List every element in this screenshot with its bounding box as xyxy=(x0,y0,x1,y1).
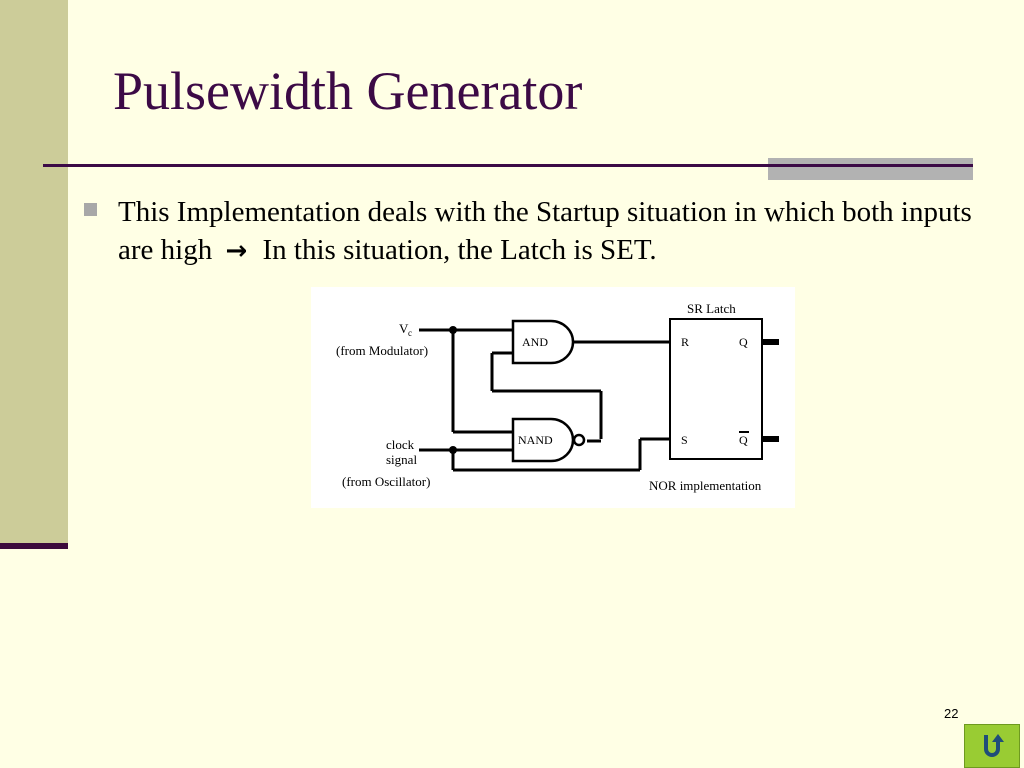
return-u-turn-icon xyxy=(977,731,1007,761)
bullet-text-part2: In this situation, the Latch is SET. xyxy=(262,234,657,266)
bullet-square-icon xyxy=(84,203,97,216)
circuit-diagram xyxy=(311,287,795,508)
circuit-svg xyxy=(311,287,795,508)
signal-label: signal xyxy=(386,452,418,467)
clock-label: clock xyxy=(386,437,415,452)
left-sidebar-bar xyxy=(0,0,68,548)
nand-gate-label: NAND xyxy=(518,433,553,447)
return-button[interactable] xyxy=(964,724,1020,768)
and-gate-label: AND xyxy=(522,335,548,349)
slide-number: 22 xyxy=(944,706,959,721)
modulator-label: (from Modulator) xyxy=(336,343,429,358)
slide-title: Pulsewidth Generator xyxy=(113,61,583,121)
bullet-text-part1: This Implementation deals with the Startup situation in which both inputs are high xyxy=(118,196,972,266)
vc-label: V xyxy=(399,321,409,336)
left-sidebar-accent xyxy=(0,543,68,549)
oscillator-label: (from Oscillator) xyxy=(342,474,431,489)
r-pin-label: R xyxy=(681,335,690,349)
bullet-text xyxy=(118,193,978,270)
qbar-pin-label: Q xyxy=(739,433,748,447)
sr-latch-title: SR Latch xyxy=(687,301,736,316)
s-pin-label: S xyxy=(681,433,688,447)
nor-implementation-label: NOR implementation xyxy=(649,478,762,493)
q-pin-label: Q xyxy=(739,335,748,349)
title-divider-accent xyxy=(768,158,973,180)
right-arrow-icon: → xyxy=(225,236,248,266)
vc-subscript: c xyxy=(408,328,412,338)
